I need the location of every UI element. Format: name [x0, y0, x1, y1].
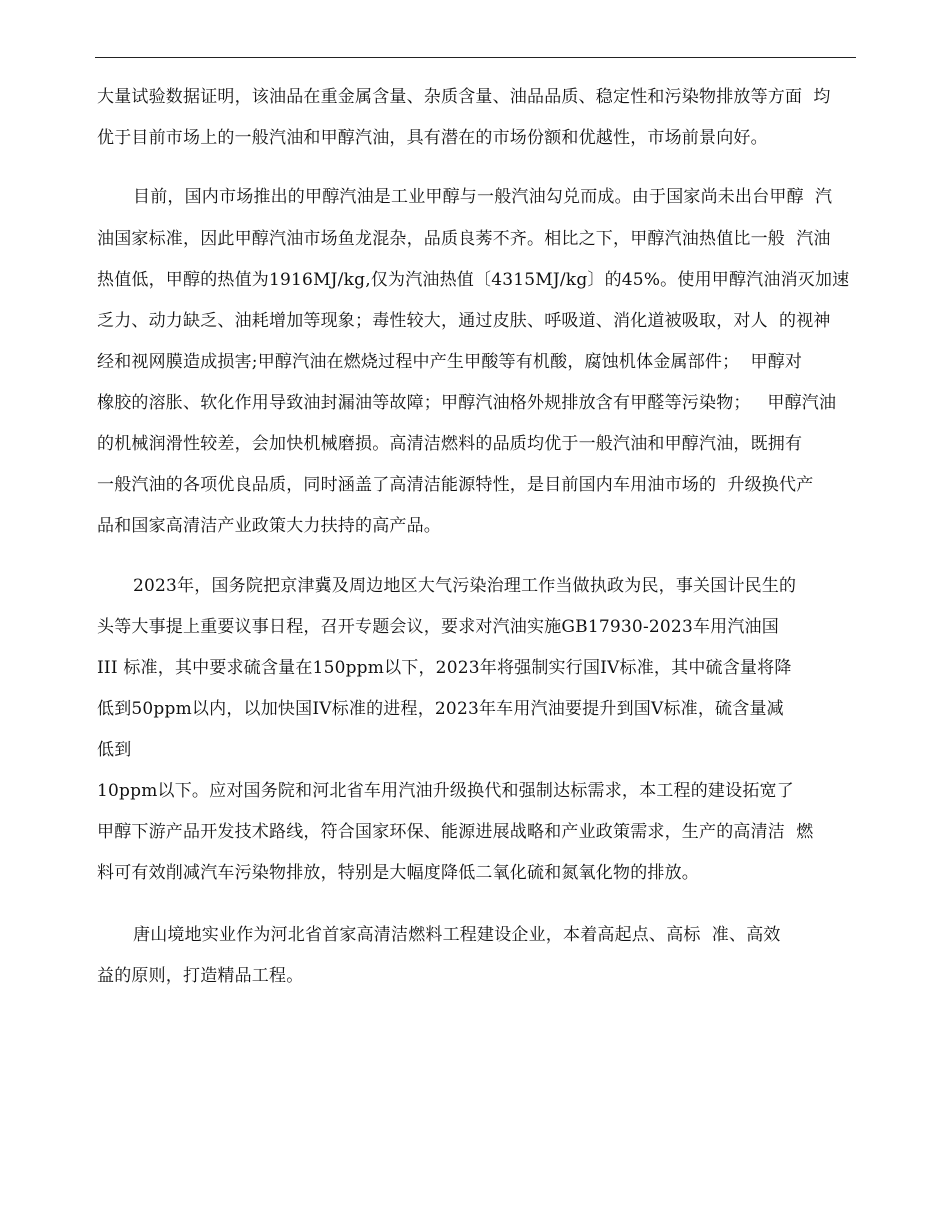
- paragraph-2-line-3: 热值低，甲醇的热值为1916MJ/kg,仅为汽油热值〔4315MJ/kg〕的45%。使用甲醇汽油消灭加速: [97, 270, 850, 290]
- paragraph-2-line-1: 目前，国内市场推出的甲醇汽油是工业甲醇与一般汽油勾兑而成。由于国家尚未出台甲醇 汽: [133, 187, 833, 207]
- paragraph-3-line-1: 2023年，国务院把京津冀及周边地区大气污染治理工作当做执政为民，事关国计民生的: [133, 576, 797, 596]
- paragraph-3-line-8: 料可有效削减汽车污染物排放，特别是大幅度降低二氧化硫和氮氧化物的排放。: [97, 863, 699, 883]
- paragraph-4-line-2: 益的原则，打造精品工程。: [97, 966, 304, 986]
- paragraph-2-line-8: 一般汽油的各项优良品质，同时涵盖了高清洁能源特性，是目前国内车用油市场的 升级换代产: [97, 475, 814, 495]
- paragraph-3-line-6: 10ppm以下。应对国务院和河北省车用汽油升级换代和强制达标需求，本工程的建设拓宽了: [97, 781, 794, 801]
- paragraph-1-line-2: 优于目前市场上的一般汽油和甲醇汽油，具有潜在的市场份额和优越性，市场前景向好。: [97, 128, 768, 148]
- paragraph-3-line-2: 头等大事提上重要议事日程，召开专题会议，要求对汽油实施GB17930-2023车用汽油国: [97, 617, 779, 637]
- header-rule: [95, 57, 856, 58]
- paragraph-2-line-4: 乏力、动力缺乏、油耗增加等现象；毒性较大，通过皮肤、呼吸道、消化道被吸取，对人 的视神: [97, 311, 831, 331]
- paragraph-2-line-7: 的机械润滑性较差，会加快机械磨损。高清洁燃料的品质均优于一般汽油和甲醇汽油，既拥有: [97, 434, 803, 454]
- paragraph-2-line-2: 油国家标准，因此甲醇汽油市场鱼龙混杂，品质良莠不齐。相比之下，甲醇汽油热值比一般 汽油: [97, 229, 831, 249]
- paragraph-2-line-9: 品和国家高清洁产业政策大力扶持的高产品。: [97, 516, 441, 536]
- paragraph-1-line-1: 大量试验数据证明，该油品在重金属含量、杂质含量、油品品质、稳定性和污染物排放等方面 均: [97, 87, 831, 107]
- paragraph-3-line-3: III 标准，其中要求硫含量在150ppm以下，2023年将强制实行国IV标准，其中硫含量将降: [97, 658, 792, 678]
- paragraph-3-line-7: 甲醇下游产品开发技术路线，符合国家环保、能源进展战略和产业政策需求，生产的高清洁 燃: [97, 822, 814, 842]
- paragraph-3-line-4: 低到50ppm以内，以加快国IV标准的进程，2023年车用汽油要提升到国V标准，硫含量减: [97, 699, 784, 719]
- paragraph-3-line-5: 低到: [97, 740, 132, 760]
- paragraph-4-line-1: 唐山境地实业作为河北省首家高清洁燃料工程建设企业，本着高起点、高标 准、高效: [133, 925, 781, 945]
- paragraph-2-line-6: 橡胶的溶胀、软化作用导致油封漏油等故障；甲醇汽油格外规排放含有甲醛等污染物； 甲醇汽油: [97, 393, 837, 413]
- paragraph-2-line-5: 经和视网膜造成损害;甲醇汽油在燃烧过程中产生甲酸等有机酸，腐蚀机体金属部件； 甲醇对: [97, 352, 803, 372]
